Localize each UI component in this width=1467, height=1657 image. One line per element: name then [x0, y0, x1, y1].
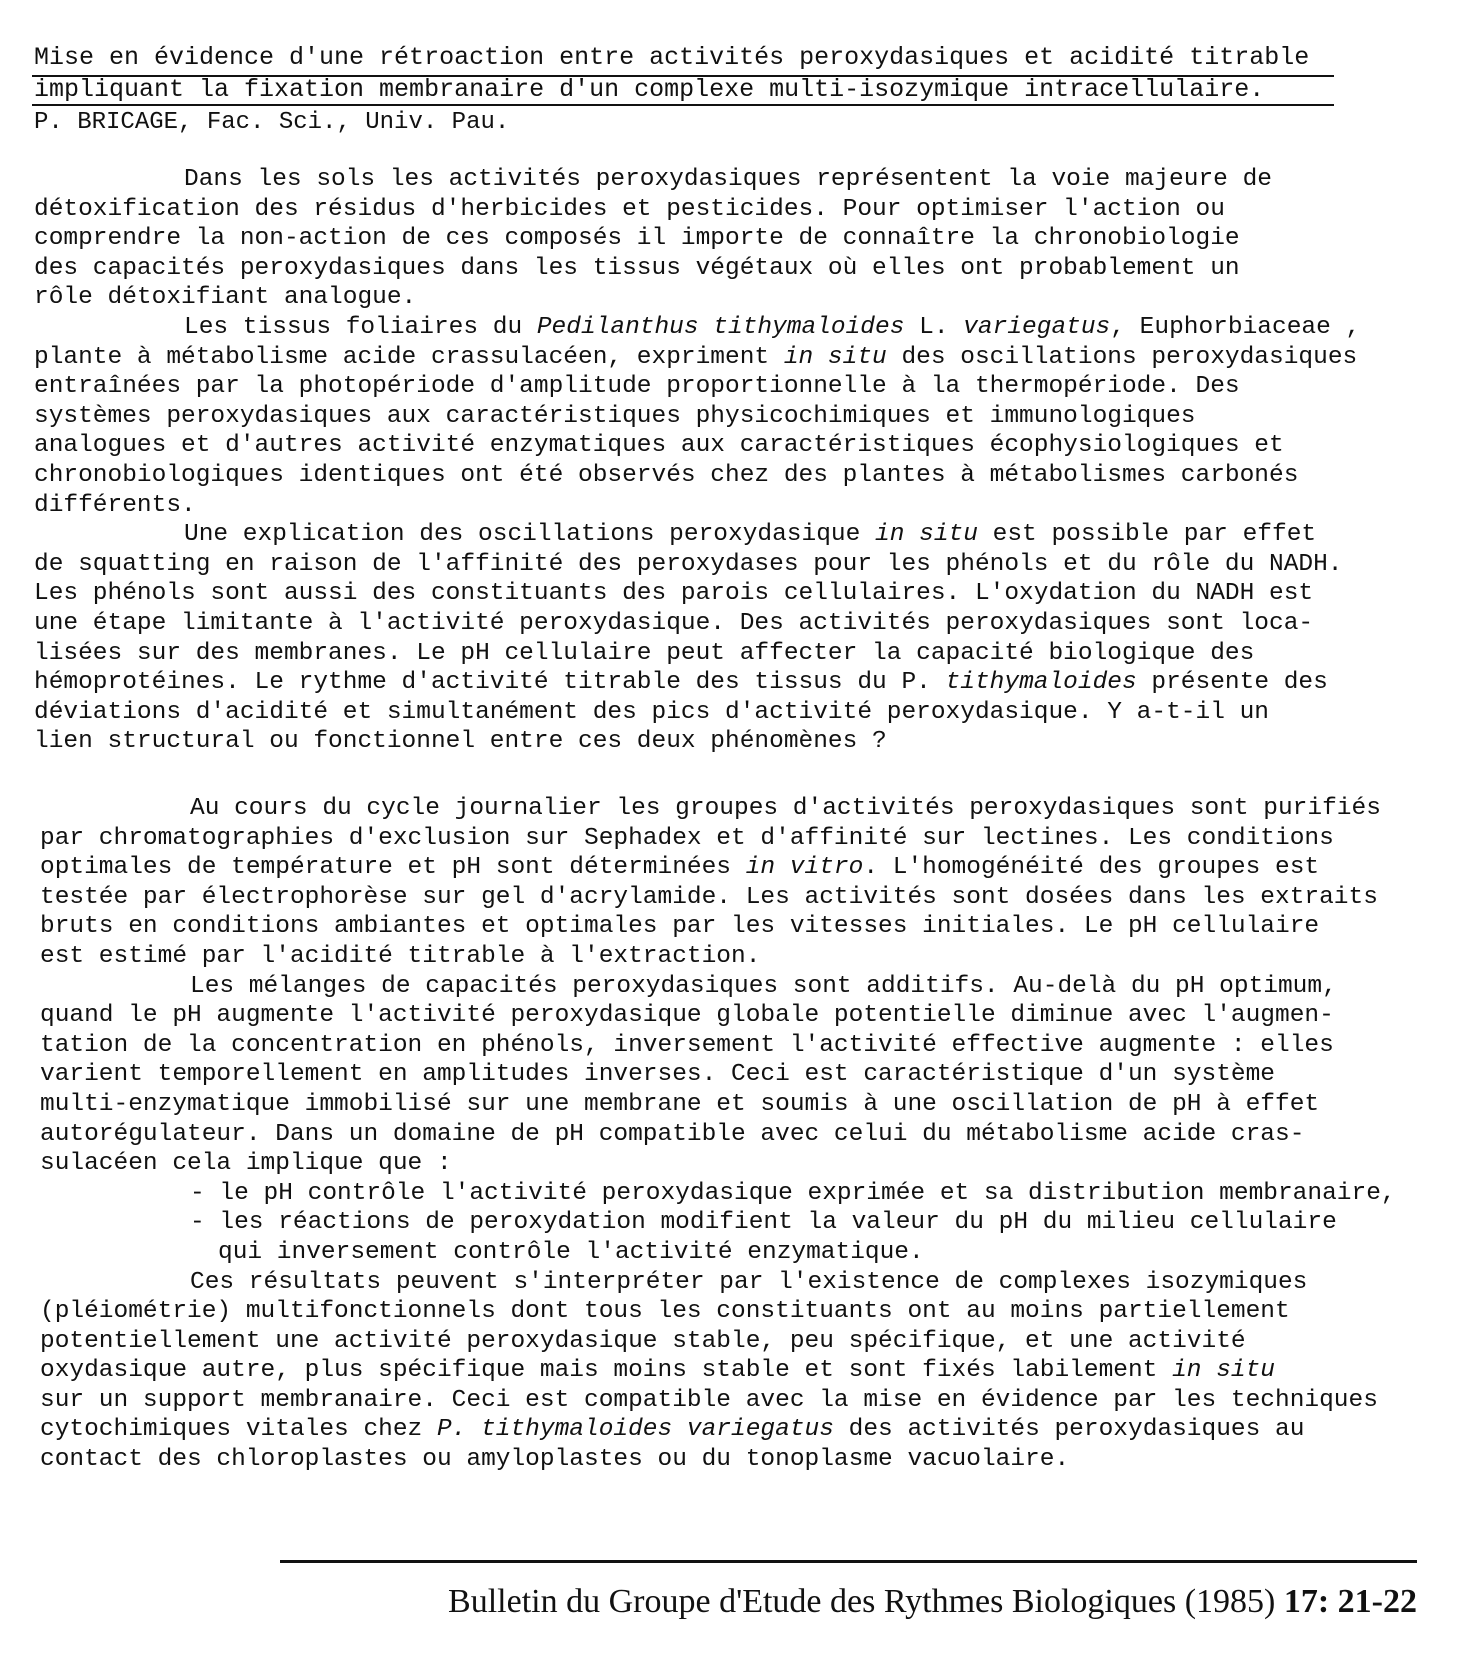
text-line: Ces résultats peuvent s'interpréter par l'existence de complexes isozymiques — [190, 1268, 1308, 1296]
species-name: tithymaloides — [945, 669, 1137, 697]
species-name: Pedilanthus tithymaloides — [536, 313, 905, 341]
introduction-section — [34, 165, 1444, 757]
text-line — [40, 853, 1450, 883]
bullet-continuation: qui inversement contrôle l'activité enzymatique. — [218, 1238, 924, 1266]
text-line — [34, 520, 1444, 550]
text-line: de squatting en raison de l'affinité des peroxydases pour les phénols et du rôle du NADH. — [34, 550, 1343, 578]
text-line: des capacités peroxydasiques dans les tissus végétaux où elles ont probablement un — [34, 254, 1240, 282]
intro-paragraph-3 — [34, 520, 1444, 757]
text-run: des oscillations peroxydasiques — [886, 343, 1358, 371]
text-line: Dans les sols les activités peroxydasiques représentent la voie majeure de — [184, 166, 1272, 193]
text-line: bruts en conditions ambiantes et optimales par les vitesses initiales. Le pH cellulaire — [40, 913, 1320, 941]
text-line — [34, 313, 1444, 343]
text-line: lien structural ou fonctionnel entre ces deux phénomènes ? — [34, 728, 887, 756]
bullet-item: - les réactions de peroxydation modifient la valeur du pH du milieu cellulaire — [190, 1209, 1337, 1237]
text-run: . L'homogénéité des groupes est — [863, 854, 1320, 882]
title-line-2: impliquant la fixation membranaire d'un complexe multi-isozymique intracellulaire. — [34, 75, 1265, 104]
text-line: entraînées par la photopériode d'amplitude proportionnelle à la thermopériode. Des — [34, 373, 1240, 401]
title-line-1: Mise en évidence d'une rétroaction entre activités peroxydasiques et acidité titrable — [34, 43, 1310, 72]
text-run: plante à métabolisme acide crassulacéen, expriment — [34, 343, 784, 371]
text-line: chronobiologiques identiques ont été observés chez des plantes à métabolismes carbonés — [34, 461, 1299, 489]
text-line: testée par électrophorèse sur gel d'acrylamide. Les activités sont dosées dans les extraits — [40, 883, 1378, 911]
journal-citation — [280, 1582, 1417, 1622]
text-line — [40, 1356, 1450, 1386]
text-line: est estimé par l'acidité titrable à l'extraction. — [40, 942, 761, 970]
text-line: une étape limitante à l'activité peroxydasique. Des activités peroxydasiques sont loca- — [34, 609, 1314, 637]
italic-term: in situ — [783, 343, 887, 371]
author-affiliation: P. BRICAGE, Fac. Sci., Univ. Pau. — [34, 109, 510, 136]
text-line: (pléiométrie) multifonctionnels dont tous les constituants ont au moins partiellement — [40, 1298, 1290, 1326]
methods-paragraph-1 — [40, 794, 1450, 972]
text-line — [34, 668, 1444, 698]
bullet-item: - le pH contrôle l'activité peroxydasique exprimée et sa distribution membranaire, — [190, 1179, 1396, 1207]
intro-paragraph-2 — [34, 313, 1444, 520]
text-run: des activités peroxydasiques au — [833, 1416, 1305, 1444]
text-line: autorégulateur. Dans un domaine de pH compatible avec celui du métabolisme acide cras- — [40, 1120, 1305, 1148]
text-run: optimales de température et pH sont déterminées — [40, 854, 746, 882]
methods-paragraph-3 — [40, 1268, 1450, 1475]
text-run: , Euphorbiaceae , — [1110, 313, 1361, 341]
text-line: potentiellement une activité peroxydasique stable, peu spécifique, et une activité — [40, 1327, 1246, 1355]
text-line: déviations d'acidité et simultanément des pics d'activité peroxydasique. Y a-t-il un — [34, 698, 1270, 726]
methods-paragraph-2 — [40, 972, 1450, 1268]
text-line: contact des chloroplastes ou amyloplastes ou du tonoplasme vacuolaire. — [40, 1446, 1070, 1474]
text-line: par chromatographies d'exclusion sur Sephadex et d'affinité sur lectines. Les conditions — [40, 824, 1334, 852]
text-run: est possible par effet — [977, 521, 1317, 549]
text-line: détoxification des résidus d'herbicides et pesticides. Pour optimiser l'action ou — [34, 195, 1225, 223]
intro-paragraph-1 — [34, 165, 1444, 313]
text-run: cytochimiques vitales chez — [40, 1416, 437, 1444]
volume-pages: 17: 21-22 — [1283, 1583, 1417, 1620]
text-line: varient temporellement en amplitudes inverses. Ceci est caractéristique d'un système — [40, 1061, 1276, 1089]
text-line: systèmes peroxydasiques aux caractéristiques physicochimiques et immunologiques — [34, 402, 1196, 430]
text-line: multi-enzymatique immobilisé sur une membrane et soumis à une oscillation de pH à effet — [40, 1090, 1320, 1118]
italic-term: in situ — [1172, 1357, 1276, 1385]
text-line: quand le pH augmente l'activité peroxydasique globale potentielle diminue avec l'augmen- — [40, 1002, 1334, 1030]
text-line: Les mélanges de capacités peroxydasiques sont additifs. Au-delà du pH optimum, — [190, 972, 1337, 1000]
text-line: Au cours du cycle journalier les groupes d'activités peroxydasiques sont purifiés — [190, 795, 1381, 822]
footer-rule — [280, 1560, 1417, 1563]
text-line — [40, 1415, 1450, 1445]
species-name: P. tithymaloides variegatus — [436, 1416, 834, 1444]
text-run: L. — [904, 313, 964, 341]
results-section — [40, 794, 1450, 1475]
text-line: sulacéen cela implique que : — [40, 1150, 452, 1178]
text-line: comprendre la non-action de ces composés il importe de connaître la chronobiologie — [34, 225, 1240, 253]
text-run: oxydasique autre, plus spécifique mais moins stable et sont fixés labilement — [40, 1357, 1173, 1385]
text-line: analogues et d'autres activité enzymatiques aux caractéristiques écophysiologiques et — [34, 432, 1284, 460]
text-run: hémoprotéines. Le rythme d'activité titrable des tissus du P. — [34, 669, 946, 697]
variety-name: variegatus — [963, 313, 1111, 341]
text-line: sur un support membranaire. Ceci est compatible avec la mise en évidence par les techniques — [40, 1386, 1378, 1414]
text-line: Les phénols sont aussi des constituants des parois cellulaires. L'oxydation du NADH est — [34, 580, 1314, 608]
text-line: tation de la concentration en phénols, inversement l'activité effective augmente : elles — [40, 1031, 1334, 1059]
title-underline-2 — [32, 104, 1334, 106]
text-line: différents. — [34, 491, 196, 519]
text-run: présente des — [1136, 669, 1328, 697]
italic-term: in situ — [875, 521, 978, 549]
text-run: Les tissus foliaires du — [184, 313, 537, 341]
text-line — [34, 343, 1444, 373]
italic-term: in vitro — [745, 854, 864, 882]
journal-name: Bulletin du Groupe d'Etude des Rythmes Biologiques (1985) — [448, 1583, 1276, 1620]
text-run: Une explication des oscillations peroxydasique — [184, 521, 876, 549]
text-line: rôle détoxifiant analogue. — [34, 284, 417, 312]
text-line: lisées sur des membranes. Le pH cellulaire peut affecter la capacité biologique des — [34, 639, 1255, 667]
